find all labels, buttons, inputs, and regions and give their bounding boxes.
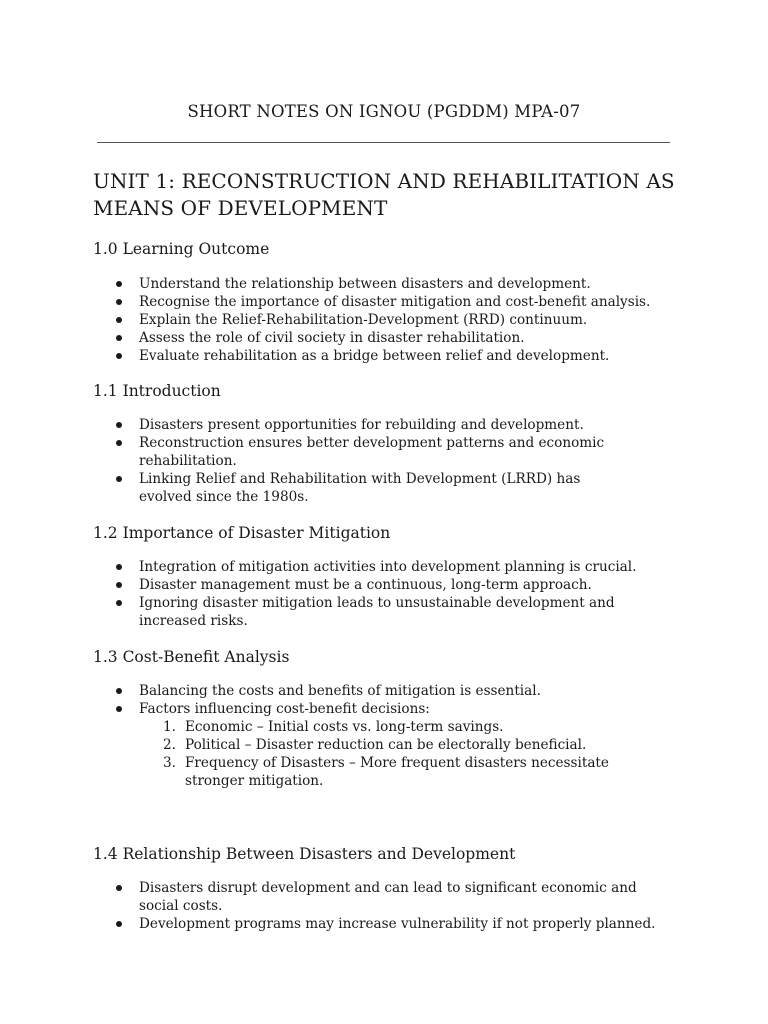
section-heading-disasters-development: 1.4 Relationship Between Disasters and Development bbox=[93, 845, 516, 863]
list-item-text: Disasters present opportunities for rebuilding and development. bbox=[139, 417, 584, 433]
numbered-item-text: Frequency of Disasters – More frequent disasters necessitate stronger mitigation. bbox=[185, 755, 609, 789]
numbered-item bbox=[161, 754, 653, 790]
list-item-text: Explain the Relief-Rehabilitation-Development (RRD) continuum. bbox=[139, 312, 588, 328]
list-item-text: Development programs may increase vulnerability if not properly planned. bbox=[139, 916, 656, 932]
bullet-icon bbox=[116, 600, 122, 606]
unit-title: UNIT 1: RECONSTRUCTION AND REHABILITATION AS MEANS OF DEVELOPMENT bbox=[93, 169, 675, 220]
introduction-list bbox=[113, 416, 633, 506]
bullet-icon bbox=[116, 921, 122, 927]
disasters-development-list bbox=[113, 879, 673, 933]
bullet-icon bbox=[116, 582, 122, 588]
cost-benefit-list bbox=[113, 682, 653, 790]
bullet-icon bbox=[116, 885, 122, 891]
bullet-icon bbox=[116, 353, 122, 359]
list-item-text: Evaluate rehabilitation as a bridge between relief and development. bbox=[139, 348, 610, 364]
list-item bbox=[113, 682, 653, 700]
list-item bbox=[113, 879, 673, 915]
list-item-text: Assess the role of civil society in disaster rehabilitation. bbox=[139, 330, 525, 346]
bullet-icon bbox=[116, 564, 122, 570]
list-item bbox=[113, 434, 633, 470]
list-item bbox=[113, 293, 683, 311]
list-item-text: Understand the relationship between disasters and development. bbox=[139, 276, 591, 292]
cost-benefit-factors-list bbox=[161, 718, 653, 790]
bullet-icon bbox=[116, 688, 122, 694]
section-heading-cost-benefit: 1.3 Cost-Benefit Analysis bbox=[93, 648, 290, 666]
bullet-icon bbox=[116, 281, 122, 287]
list-item bbox=[113, 275, 683, 293]
list-item-text: Balancing the costs and benefits of mitigation is essential. bbox=[139, 683, 541, 699]
list-item bbox=[113, 311, 683, 329]
list-item-text: Factors influencing cost-benefit decisions: bbox=[139, 701, 430, 717]
list-item bbox=[113, 329, 683, 347]
list-item bbox=[113, 470, 633, 506]
list-item-text: Integration of mitigation activities into development planning is crucial. bbox=[139, 559, 637, 575]
numbered-item-text: Political – Disaster reduction can be electorally beneficial. bbox=[185, 737, 587, 753]
section-heading-introduction: 1.1 Introduction bbox=[93, 382, 221, 400]
list-item-text: Reconstruction ensures better development patterns and economic rehabilitation. bbox=[139, 435, 605, 469]
list-item-text: Disasters disrupt development and can lead to significant economic and social costs. bbox=[139, 880, 637, 914]
bullet-icon bbox=[116, 440, 122, 446]
bullet-icon bbox=[116, 335, 122, 341]
learning-outcome-list bbox=[113, 275, 683, 365]
section-heading-disaster-mitigation: 1.2 Importance of Disaster Mitigation bbox=[93, 524, 391, 542]
list-item bbox=[113, 347, 683, 365]
list-item-text: Linking Relief and Rehabilitation with Development (LRRD) has evolved since the 1980s. bbox=[139, 471, 581, 505]
item-number: 2. bbox=[163, 737, 176, 753]
list-item-text: Recognise the importance of disaster mitigation and cost-benefit analysis. bbox=[139, 294, 651, 310]
section-heading-learning-outcome: 1.0 Learning Outcome bbox=[93, 240, 270, 258]
list-item bbox=[113, 594, 663, 630]
bullet-icon bbox=[116, 422, 122, 428]
item-number: 1. bbox=[163, 719, 176, 735]
numbered-item bbox=[161, 736, 653, 754]
numbered-item bbox=[161, 718, 653, 736]
numbered-item-text: Economic – Initial costs vs. long-term savings. bbox=[185, 719, 504, 735]
list-item bbox=[113, 416, 633, 434]
document-title: SHORT NOTES ON IGNOU (PGDDM) MPA-07 bbox=[187, 102, 581, 121]
list-item-text: Ignoring disaster mitigation leads to unsustainable development and increased risks. bbox=[139, 595, 615, 629]
bullet-icon bbox=[116, 299, 122, 305]
list-item-text: Disaster management must be a continuous, long-term approach. bbox=[139, 577, 592, 593]
bullet-icon bbox=[116, 706, 122, 712]
item-number: 3. bbox=[163, 755, 176, 771]
list-item bbox=[113, 700, 653, 790]
title-divider bbox=[97, 142, 670, 143]
list-item bbox=[113, 576, 663, 594]
bullet-icon bbox=[116, 317, 122, 323]
bullet-icon bbox=[116, 476, 122, 482]
list-item bbox=[113, 915, 673, 933]
list-item bbox=[113, 558, 663, 576]
disaster-mitigation-list bbox=[113, 558, 663, 630]
